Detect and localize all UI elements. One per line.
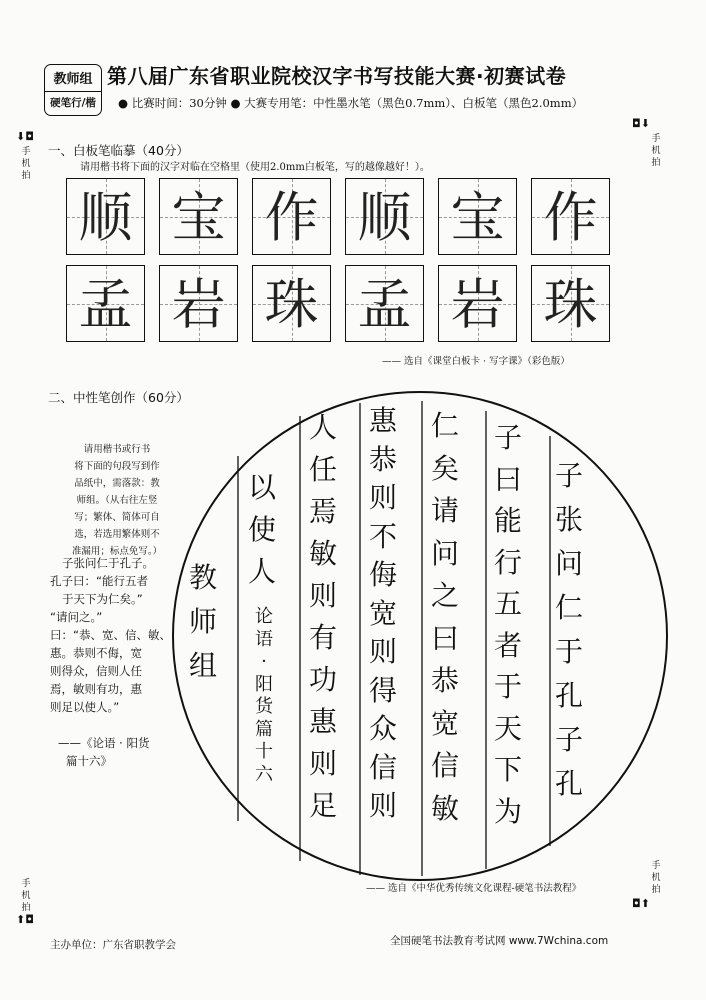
camera-icon: ⬇◘ xyxy=(16,130,34,143)
practice-cell: 孟 xyxy=(345,265,424,342)
section2-instruction: 请用楷书或行书 将下面的句段写到作 品纸中，需落款：教 师组。（从右往左竖 写；繁体、简体可自 选，若选用繁体则不 准漏用；标点免写。） xyxy=(71,444,163,557)
artwork-column-1: 子 张 问 仁 于 孔 子 孔 xyxy=(554,459,583,800)
practice-cell: 岩 xyxy=(159,265,238,342)
artwork-column-6: 以 使 人 xyxy=(247,471,276,588)
practice-cell: 珠 xyxy=(252,265,331,342)
artwork-column-4: 惠 恭 则 不 侮 宽 则 得 众 信 则 xyxy=(368,404,397,822)
phone-marker-top-right: 手机拍 xyxy=(651,134,661,168)
exam-info: ● 比赛时间：30分钟 ● 大赛专用笔：中性墨水笔（黑色0.7mm）、白板笔（黑色2.0mm） xyxy=(118,96,584,110)
section2-source: —— 选自《中华优秀传统文化课程-硬笔书法教程》 xyxy=(366,883,582,894)
practice-cell: 宝 xyxy=(159,178,238,255)
artwork-column-3: 仁 矣 请 问 之 曰 恭 宽 信 敏 xyxy=(430,409,459,825)
page-title: 第八届广东省职业院校汉字书写技能大赛·初赛试卷 xyxy=(107,64,567,88)
practice-cell: 作 xyxy=(252,178,331,255)
organizer: 主办单位：广东省职教学会 xyxy=(50,939,176,951)
phone-marker-top-left: 手机拍 xyxy=(21,147,31,181)
group-signature: 教 师 组 xyxy=(188,561,217,682)
signature-column: 论 语 · 阳 货 篇 十 六 xyxy=(255,606,273,785)
section2-heading: 二、中性笔创作（60分） xyxy=(48,390,189,405)
website: 全国硬笔书法教育考试网 www.7Wchina.com xyxy=(390,935,609,947)
practice-cell: 宝 xyxy=(438,178,517,255)
badge-category: 硬笔行/楷 xyxy=(50,97,96,109)
practice-cell: 孟 xyxy=(66,265,145,342)
section1-instruction: 请用楷书将下面的汉字对临在空格里（使用2.0mm白板笔，写的越像越好！）。 xyxy=(80,162,430,173)
camera-icon: ◘⬆ xyxy=(632,897,650,910)
practice-cell: 顺 xyxy=(66,178,145,255)
badge-group: 教师组 xyxy=(53,72,93,87)
practice-cell: 作 xyxy=(531,178,610,255)
section1-heading: 一、白板笔临摹（40分） xyxy=(48,143,189,158)
column-lines xyxy=(172,391,668,881)
practice-cell: 顺 xyxy=(345,178,424,255)
passage-citation: ——《论语 · 阳货 篇十六》 xyxy=(58,736,150,768)
phone-marker-bottom-right: 手机拍 xyxy=(651,861,661,895)
badge-divider xyxy=(45,91,101,92)
camera-icon: ⬆◘ xyxy=(16,913,34,926)
phone-marker-bottom-left: 手机拍 xyxy=(21,879,31,913)
group-badge xyxy=(44,64,102,116)
practice-cell: 岩 xyxy=(438,265,517,342)
artwork-column-2: 子 曰 能 行 五 者 于 天 下 为 xyxy=(493,421,522,828)
camera-icon: ◘⬇ xyxy=(632,117,650,130)
practice-cell: 珠 xyxy=(531,265,610,342)
source-passage: 子张问仁于孔子。 孔子曰：“能行五者 于天下为仁矣。” “请问之。” 曰：“恭、宽、信、敏、 惠。恭则不侮，宽 则得众，信则人任 焉，敏则有功，惠 则足以使人。” xyxy=(50,556,171,714)
artwork-column-5: 人 任 焉 敏 则 有 功 惠 则 足 xyxy=(308,411,337,822)
section1-source: —— 选自《课堂白板卡 · 写字课》（彩色版） xyxy=(382,356,570,367)
